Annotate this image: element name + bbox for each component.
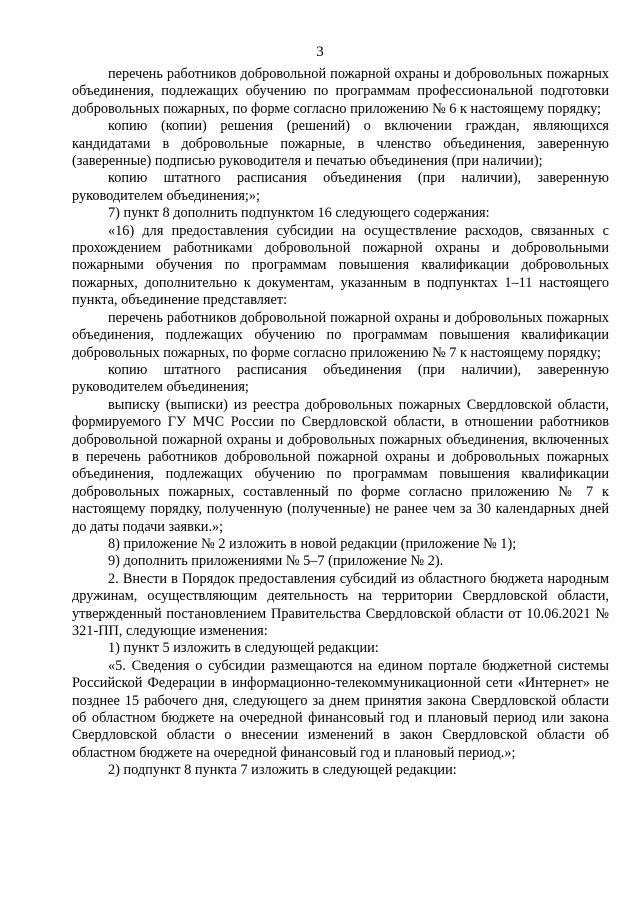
paragraph-section-2: 2. Внести в Порядок предоставления субсидий из областного бюджета народным дружинам, осуществляющим деятельность на территории Свердловской области, утвержденный постановлением Правительства Свердловской области от 10.06.2021 № 321-ПП, следующие изменения: bbox=[72, 570, 609, 639]
paragraph-subitem-16: «16) для предоставления субсидии на осуществление расходов, связанных с прохождением работниками добровольной пожарной охраны и добровольными пожарными обучения по программам повышения квалификации добровольных пожарных, дополнительно к документам, указанным в подпунктах 1–11 настоящего пункта, объединение представляет: bbox=[72, 222, 609, 309]
paragraph-amendment-7: 7) пункт 8 дополнить подпунктом 16 следующего содержания: bbox=[108, 205, 490, 222]
paragraph-amendment-8: 8) приложение № 2 изложить в новой редакции (приложение № 1); bbox=[108, 535, 517, 552]
paragraph-list-item-registry-extract: выписку (выписки) из реестра добровольных пожарных Свердловской области, формируемого ГУ МЧС России по Свердловской области, в отношении работников добровольной пожарной охраны и добровольных пожарных объединения, включенных в перечень работников добровольной пожарной охраны и добровольных пожарных объединения, подлежащих обучению по программам повышения квалификации добровольных пожарных, составленный по форме согласно приложению № 7 к настоящему порядку, полученную (полученные) не ранее чем за 30 календарных дней до даты подачи заявки.»; bbox=[72, 396, 609, 535]
document-body bbox=[72, 66, 609, 780]
paragraph-amendment-9: 9) дополнить приложениями № 5–7 (приложение № 2). bbox=[108, 553, 444, 570]
page-number: 3 bbox=[316, 44, 324, 60]
paragraph-list-item-staff-schedule: копию штатного расписания объединения (при наличии), заверенную руководителем объединения;»; bbox=[72, 170, 609, 204]
paragraph-item-1: 1) пункт 5 изложить в следующей редакции: bbox=[108, 640, 379, 657]
paragraph-item-2: 2) подпункт 8 пункта 7 изложить в следующей редакции: bbox=[108, 762, 457, 779]
paragraph-item-5-text: «5. Сведения о субсидии размещаются на едином портале бюджетной системы Российской Федерации в информационно-телекоммуникационной сети «Интернет» не позднее 15 рабочего дня, следующего за днем принятия закона Свердловской области об областном бюджете на очередной финансовый год и плановый период или закона Свердловской области о внесении изменений в закон Свердловской области об областном бюджете на очередной финансовый год и плановый период.»; bbox=[72, 657, 609, 761]
paragraph-list-item-training-list: перечень работников добровольной пожарной охраны и добровольных пожарных объединения, подлежащих обучению по программам профессиональной подготовки добровольных пожарных, по форме согласно приложению № 6 к настоящему порядку; bbox=[72, 66, 609, 117]
paragraph-list-item-qualification-list: перечень работников добровольной пожарной охраны и добровольных пожарных объединения, подлежащих обучению по программам повышения квалификации добровольных пожарных, по форме согласно приложению № 7 к настоящему порядку; bbox=[72, 309, 609, 361]
paragraph-list-item-membership-decision: копию (копии) решения (решений) о включении граждан, являющихся кандидатами в добровольные пожарные, в членство объединения, заверенную (заверенные) подписью руководителя и печатью объединения (при наличии); bbox=[72, 118, 609, 170]
paragraph-list-item-staff-schedule-2: копию штатного расписания объединения (при наличии), заверенную руководителем объединения; bbox=[72, 361, 609, 396]
